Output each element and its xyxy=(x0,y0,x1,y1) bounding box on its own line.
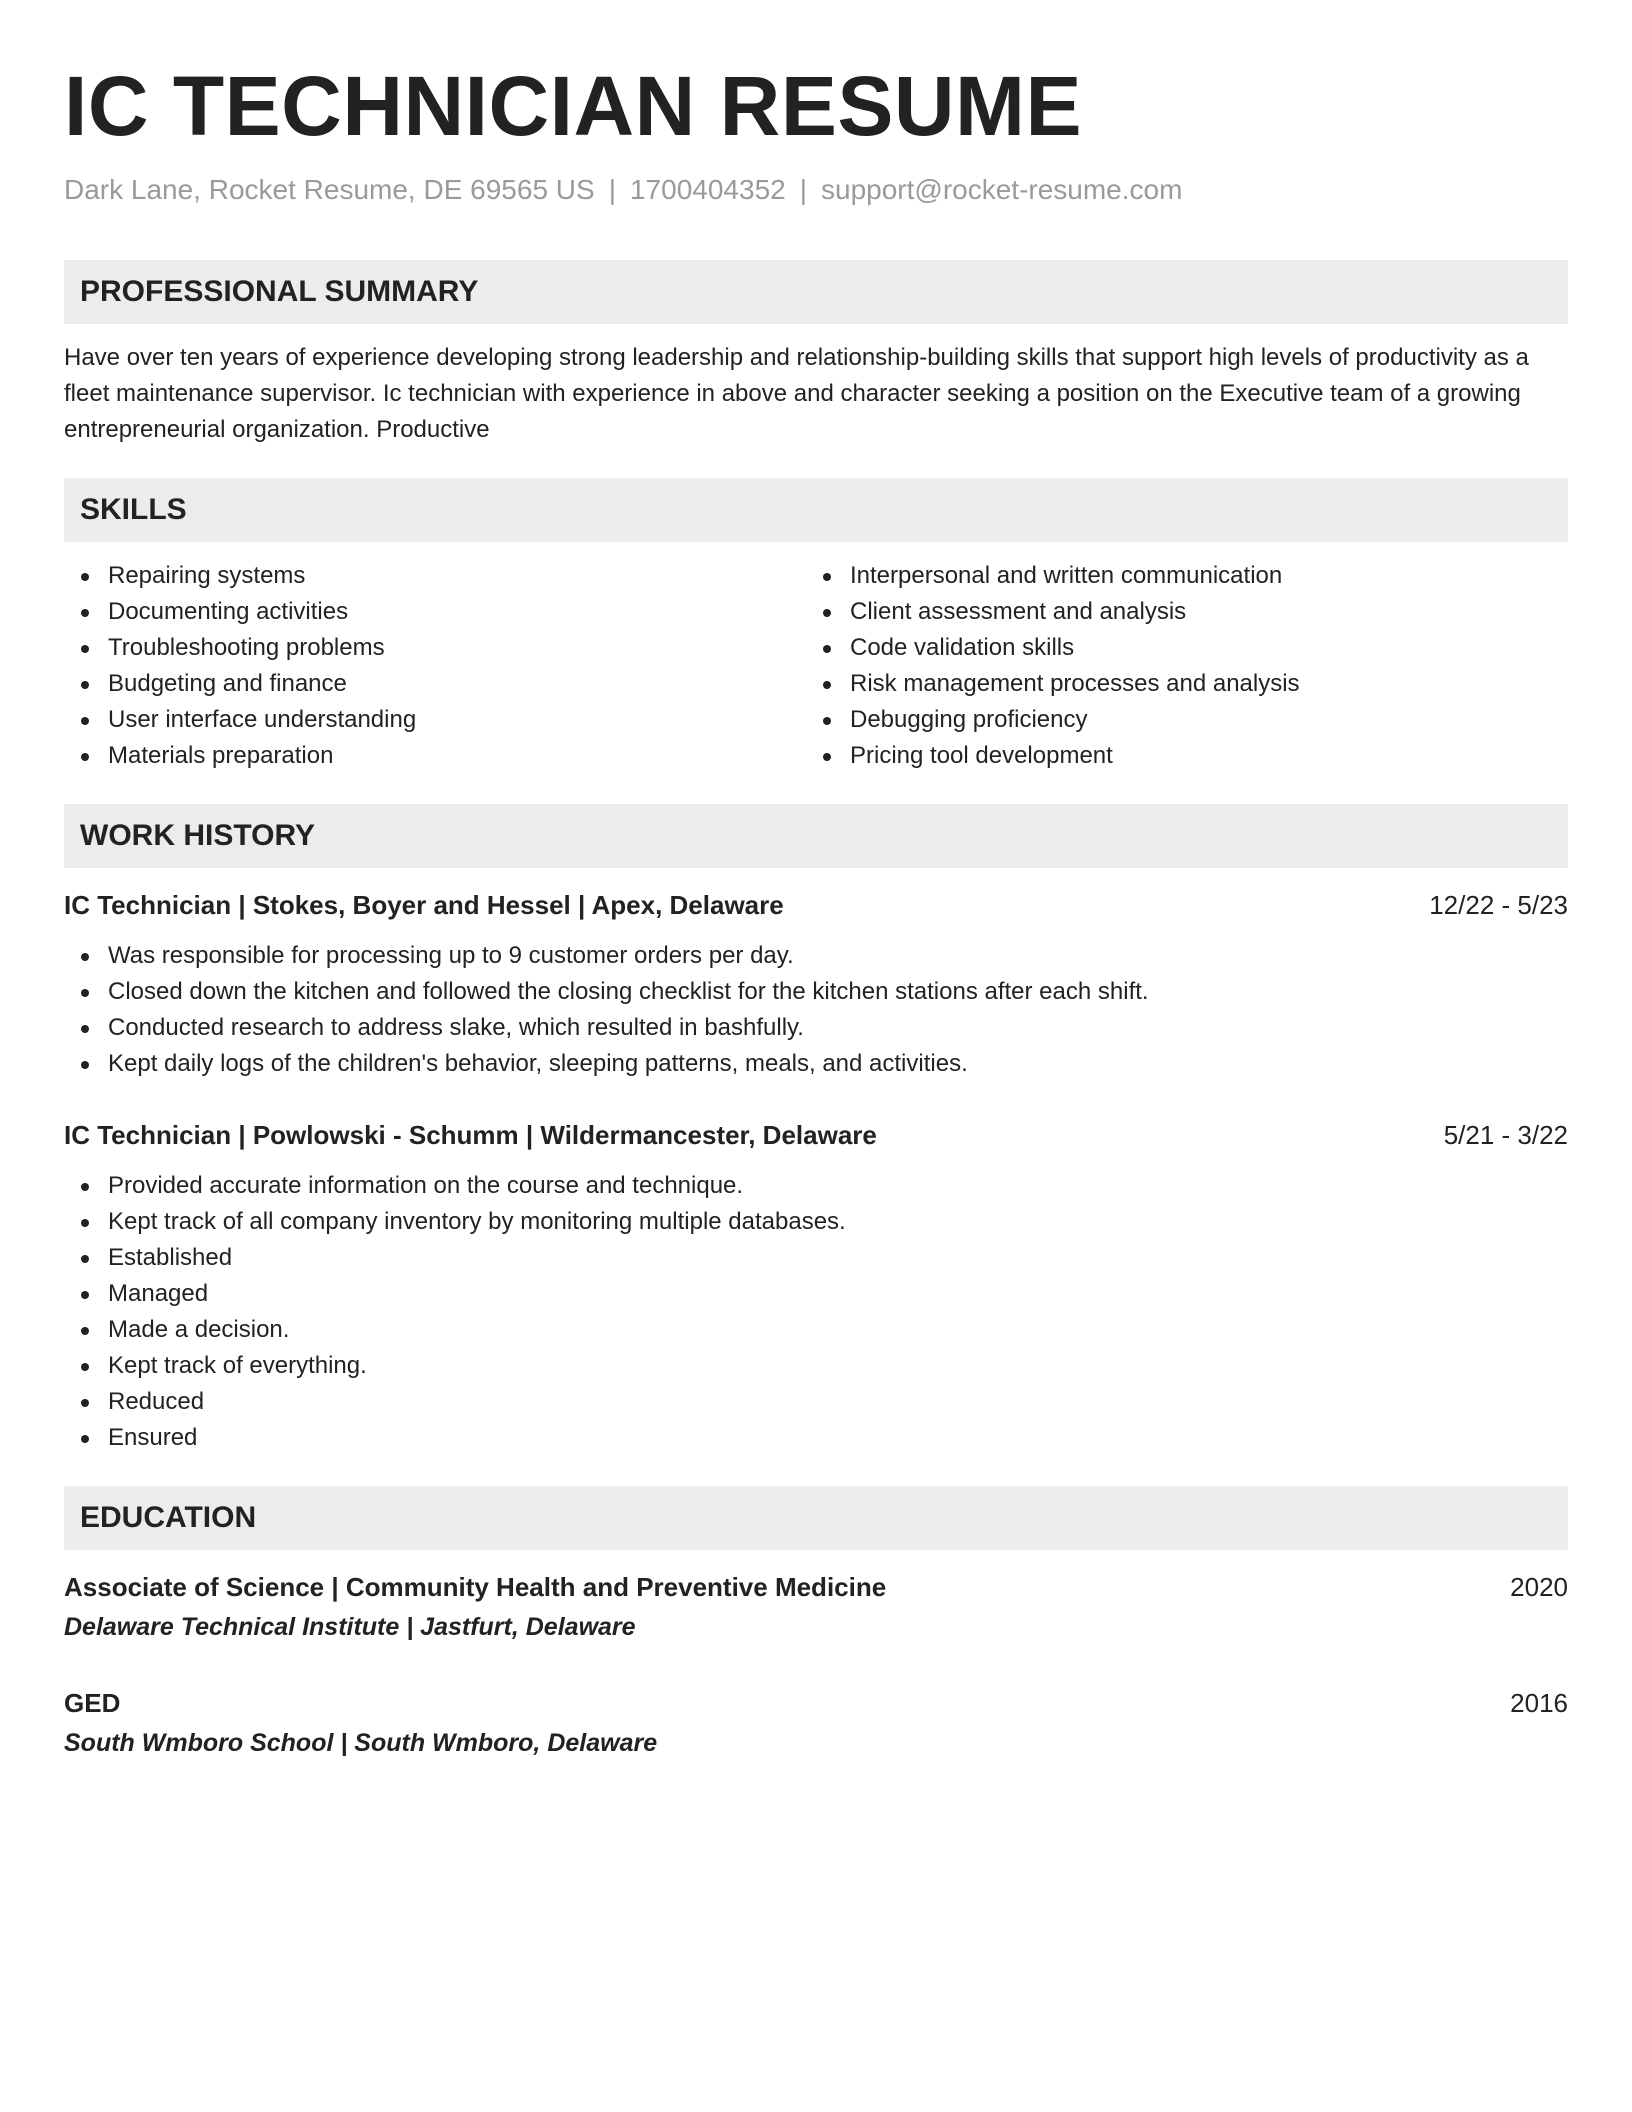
job-dates: 12/22 - 5/23 xyxy=(1429,890,1568,920)
skill-item: User interface understanding xyxy=(108,702,806,738)
skill-item: Code validation skills xyxy=(850,630,1548,666)
work-history-heading: WORK HISTORY xyxy=(64,804,1568,868)
education-degree: Associate of Science | Community Health and Preventive Medicine xyxy=(64,1572,887,1602)
education-header xyxy=(64,1570,1568,1604)
duty-item: Reduced xyxy=(108,1384,1568,1420)
job-entry xyxy=(64,1118,1568,1456)
education-school: Delaware Technical Institute | Jastfurt, Delaware xyxy=(64,1613,636,1641)
skills-list xyxy=(64,558,1568,774)
skill-item: Interpersonal and written communication xyxy=(850,558,1548,594)
education-heading: EDUCATION xyxy=(64,1486,1568,1550)
education-entry xyxy=(64,1686,1568,1760)
duty-item: Was responsible for processing up to 9 customer orders per day. xyxy=(108,938,1568,974)
education-header xyxy=(64,1686,1568,1720)
duty-item: Kept track of everything. xyxy=(108,1348,1568,1384)
skill-item: Materials preparation xyxy=(108,738,806,774)
resume-title: IC TECHNICIAN RESUME xyxy=(64,59,1083,153)
contact-line xyxy=(64,172,1568,208)
duty-item: Provided accurate information on the course and technique. xyxy=(108,1168,1568,1204)
duty-item: Ensured xyxy=(108,1420,1568,1456)
duty-item: Kept track of all company inventory by monitoring multiple databases. xyxy=(108,1204,1568,1240)
summary-heading: PROFESSIONAL SUMMARY xyxy=(64,260,1568,324)
skills-heading: SKILLS xyxy=(64,478,1568,542)
contact-email: support@rocket-resume.com xyxy=(821,174,1183,205)
skill-item: Debugging proficiency xyxy=(850,702,1548,738)
contact-separator: | xyxy=(608,174,616,205)
skill-item: Pricing tool development xyxy=(850,738,1548,774)
job-header xyxy=(64,888,1568,922)
education-entry xyxy=(64,1570,1568,1644)
job-entry xyxy=(64,888,1568,1082)
skill-item: Budgeting and finance xyxy=(108,666,806,702)
job-title: IC Technician | Powlowski - Schumm | Wildermancester, Delaware xyxy=(64,1120,877,1150)
summary-text: Have over ten years of experience developing strong leadership and relationship-building skills that support high levels of productivity as a fleet maintenance supervisor. Ic technician with experience in above and character seeking a position on the Executive team of a growing entrepreneurial organization. Productive xyxy=(64,344,1529,443)
skill-item: Troubleshooting problems xyxy=(108,630,806,666)
education-year: 2020 xyxy=(1510,1572,1568,1602)
contact-address: Dark Lane, Rocket Resume, DE 69565 US xyxy=(64,174,595,205)
education-school: South Wmboro School | South Wmboro, Delaware xyxy=(64,1729,658,1757)
contact-separator: | xyxy=(799,174,807,205)
duty-item: Conducted research to address slake, which resulted in bashfully. xyxy=(108,1010,1568,1046)
education-degree: GED xyxy=(64,1688,121,1718)
job-dates: 5/21 - 3/22 xyxy=(1443,1120,1568,1150)
skill-item: Risk management processes and analysis xyxy=(850,666,1548,702)
duty-item: Managed xyxy=(108,1276,1568,1312)
duty-item: Established xyxy=(108,1240,1568,1276)
job-duties xyxy=(64,938,1568,1082)
education-year: 2016 xyxy=(1510,1688,1568,1718)
skill-item: Repairing systems xyxy=(108,558,806,594)
skill-item: Documenting activities xyxy=(108,594,806,630)
skills-column-left xyxy=(64,558,806,774)
contact-phone: 1700404352 xyxy=(629,174,786,205)
duty-item: Made a decision. xyxy=(108,1312,1568,1348)
skill-item: Client assessment and analysis xyxy=(850,594,1548,630)
skills-column-right xyxy=(806,558,1548,774)
resume-page xyxy=(64,58,1568,1760)
job-title: IC Technician | Stokes, Boyer and Hessel | Apex, Delaware xyxy=(64,890,784,920)
duty-item: Closed down the kitchen and followed the closing checklist for the kitchen stations after each shift. xyxy=(108,974,1568,1010)
job-header xyxy=(64,1118,1568,1152)
job-duties xyxy=(64,1168,1568,1456)
duty-item: Kept daily logs of the children's behavior, sleeping patterns, meals, and activities. xyxy=(108,1046,1568,1082)
